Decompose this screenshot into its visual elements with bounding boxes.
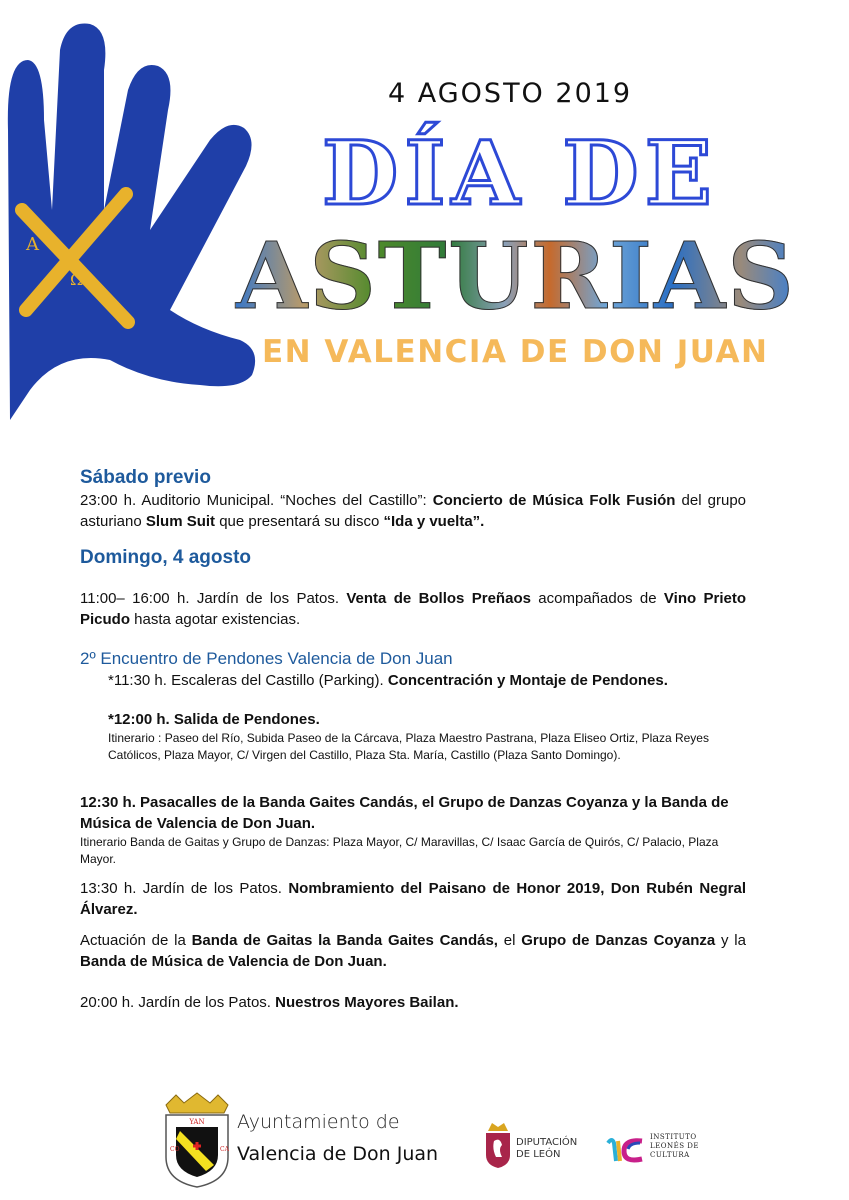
diputacion-leon-label: DIPUTACIÓN DE LEÓN [516,1137,578,1160]
instituto-leones-cultura-logo-icon [606,1135,646,1165]
route-pendones: Itinerario : Paseo del Río, Subida Paseo de la Cárcava, Plaza Maestro Pastrana, Plaza Eliseo Ortiz, Plaza Reyes Católicos, Plaza Mayor, C/ Virgen del Castillo, Plaza Sta. María, Castillo (Plaza Santo Domingo). [108,731,709,762]
asturias-flag-hand-icon [0,10,300,420]
section-heading-pendones: 2º Encuentro de Pendones Valencia de Don Juan [80,649,453,668]
svg-text:CO: CO [170,1146,180,1153]
svg-text:A: A [26,234,39,255]
event-sabado-concert: 23:00 h. Auditorio Municipal. “Noches del Castillo”: Concierto de Música Folk Fusión del grupo asturiano Slum Suit que presentará su disco “Ida y vuelta”. [80,492,747,530]
event-mayores-bailan: 20:00 h. Jardín de los Patos. Nuestros Mayores Bailan. [80,994,459,1011]
ayuntamiento-label: Ayuntamiento de [237,1111,400,1133]
title-dia-de: DÍA DE [322,121,718,225]
ayuntamiento-name: Valencia de Don Juan [237,1143,439,1165]
route-pasacalles: Itinerario Banda de Gaitas y Grupo de Danzas: Plaza Mayor, C/ Maravillas, C/ Isaac García de Quirós, C/ Palacio, Plaza Mayor. [80,835,719,866]
section-heading-domingo: Domingo, 4 agosto [80,547,251,568]
section-heading-sabado: Sábado previo [80,467,211,488]
program-content [80,466,746,1013]
svg-text:Ω: Ω [70,270,84,289]
title-asturias: ASTURIAS [236,222,796,330]
event-pasacalles: 12:30 h. Pasacalles de la Banda Gaites Candás, el Grupo de Danzas Coyanza y la Banda de Música de Valencia de Don Juan. [80,794,729,832]
instituto-leones-cultura-label: INSTITUTO LEONÉS DE CULTURA [650,1133,699,1159]
svg-text:CA: CA [220,1146,229,1153]
diputacion-leon-logo-icon [484,1119,512,1169]
event-bollos: 11:00– 16:00 h. Jardín de los Patos. Venta de Bollos Preñaos acompañados de Vino Prieto Picudo hasta agotar existencias. [80,590,747,628]
event-actuacion: Actuación de la Banda de Gaitas la Banda Gaites Candás, el Grupo de Danzas Coyanza y la Banda de Música de Valencia de Don Juan. [80,932,746,970]
sponsors-footer [0,1085,849,1195]
valencia-crest-icon [160,1091,234,1189]
event-pendones-concentracion: *11:30 h. Escaleras del Castillo (Parking). Concentración y Montaje de Pendones. [108,672,668,689]
event-date: 4 AGOSTO 2019 [388,78,633,109]
svg-text:YAN: YAN [189,1118,205,1126]
event-pendones-salida: *12:00 h. Salida de Pendones. [108,711,320,728]
subtitle-location: EN VALENCIA DE DON JUAN [262,334,769,370]
event-paisano-honor: 13:30 h. Jardín de los Patos. Nombramiento del Paisano de Honor 2019, Don Rubén Negral Álvarez. [80,880,747,918]
